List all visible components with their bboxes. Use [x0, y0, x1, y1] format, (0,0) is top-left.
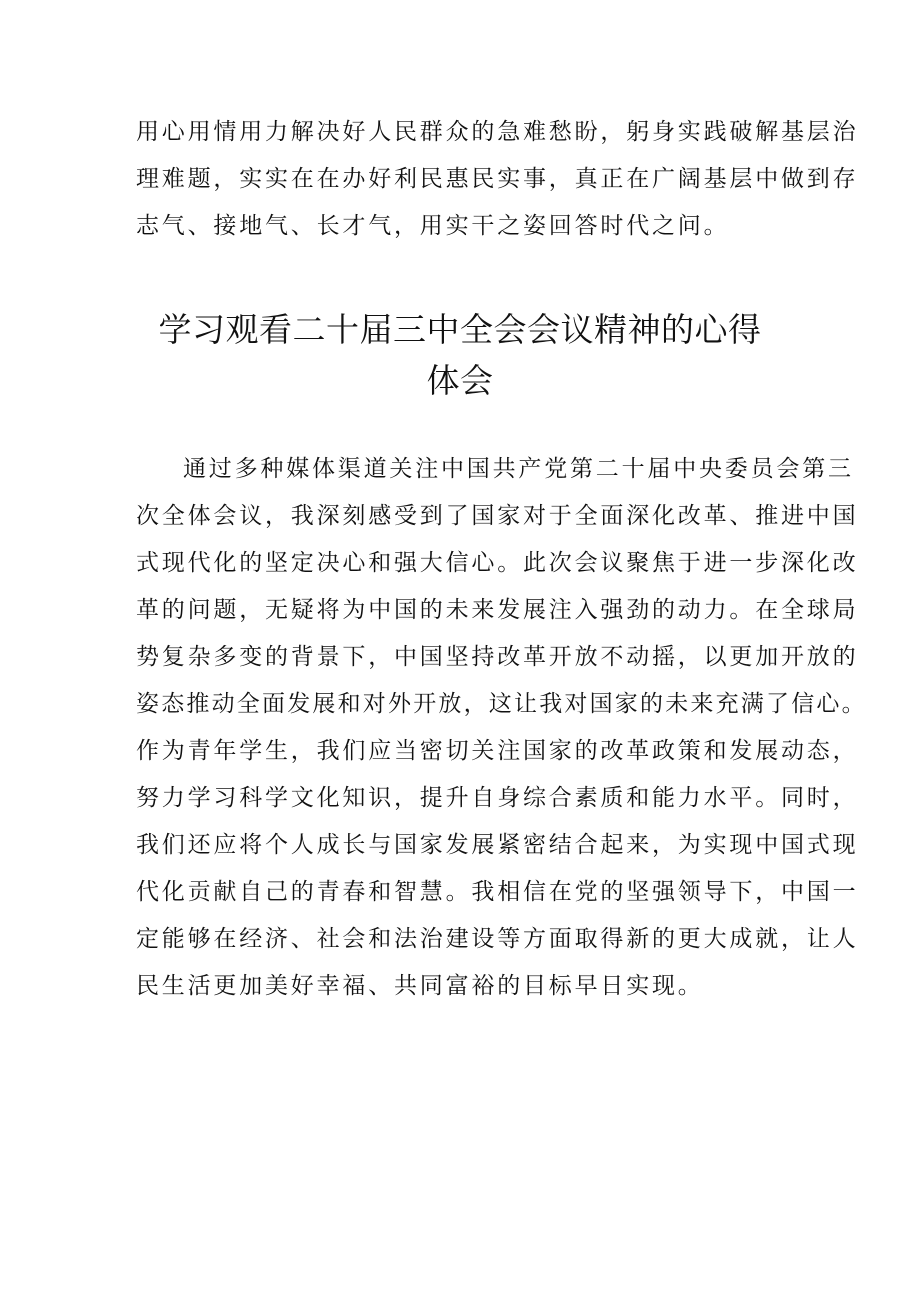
body-line-12: 民生活更加美好幸福、共同富裕的目标早日实现。	[136, 973, 704, 999]
continuation-line-2: 理难题，实实在在办好利民惠民实事，真正在广阔基层中做到存	[136, 166, 859, 192]
article-title-line-2: 体会	[426, 361, 494, 400]
body-line-8: 努力学习科学文化知识，提升自身综合素质和能力水平。同时，	[136, 785, 859, 811]
body-line-4: 革的问题，无疑将为中国的未来发展注入强劲的动力。在全球局	[136, 597, 859, 623]
body-line-9: 我们还应将个人成长与国家发展紧密结合起来，为实现中国式现	[136, 832, 859, 858]
body-line-7: 作为青年学生，我们应当密切关注国家的改革政策和发展动态，	[136, 738, 859, 764]
continuation-line-3: 志气、接地气、长才气，用实干之姿回答时代之问。	[136, 213, 730, 239]
body-line-11: 定能够在经济、社会和法治建设等方面取得新的更大成就，让人	[136, 926, 859, 952]
body-line-3: 式现代化的坚定决心和强大信心。此次会议聚焦于进一步深化改	[136, 550, 859, 576]
body-line-6: 姿态推动全面发展和对外开放，这让我对国家的未来充满了信心。	[136, 691, 867, 717]
body-line-1: 通过多种媒体渠道关注中国共产党第二十届中央委员会第三	[183, 456, 854, 482]
body-line-2: 次全体会议，我深刻感受到了国家对于全面深化改革、推进中国	[136, 503, 859, 529]
article-title-line-1: 学习观看二十届三中全会会议精神的心得	[158, 310, 762, 349]
body-line-5: 势复杂多变的背景下，中国坚持改革开放不动摇，以更加开放的	[136, 644, 859, 670]
continuation-line-1: 用心用情用力解决好人民群众的急难愁盼，躬身实践破解基层治	[136, 119, 859, 145]
body-line-10: 代化贡献自己的青春和智慧。我相信在党的坚强领导下，中国一	[136, 879, 859, 905]
